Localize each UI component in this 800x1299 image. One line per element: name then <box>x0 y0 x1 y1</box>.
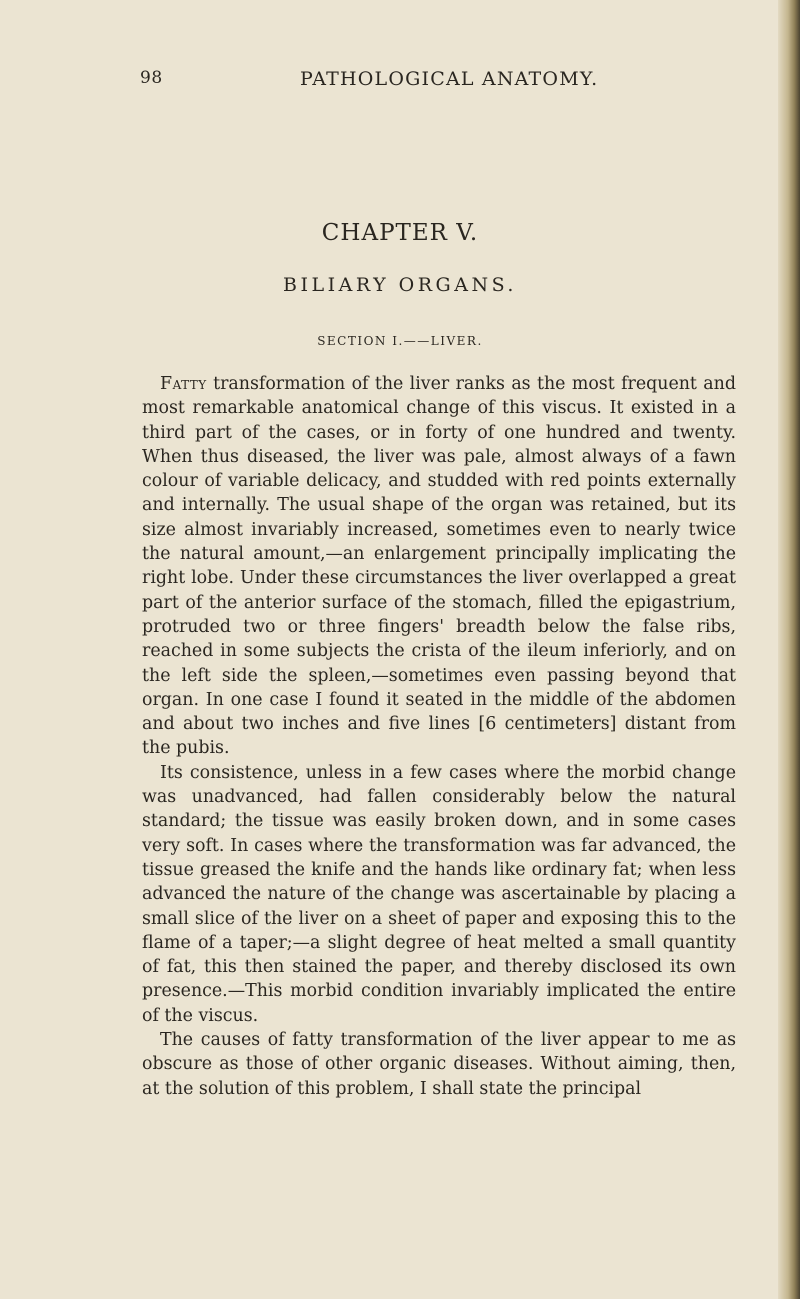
running-head: PATHOLOGICAL ANATOMY. <box>300 68 599 90</box>
paragraph-text: Its consistence, unless in a few cases where the morbid change was unadvanced, had fallen considerably below the natural standard; the tissue was easily broken down, and in some cases very soft. In cases where the transformation was far advanced, the tissue greased the knife and the hands like ordinary fat; when less advanced the nature of the change was ascertainable by placing a small slice of the liver on a sheet of paper and exposing this to the flame of a taper;—a slight degree of heat melted a small quantity of fat, this then stained the paper, and thereby disclosed its own presence.—This morbid condition invariably implicated the entire of the viscus. <box>142 762 736 1026</box>
paragraph-lead-word: Fatty <box>160 374 207 394</box>
page-number: 98 <box>140 68 163 88</box>
page-edge <box>778 0 800 1299</box>
chapter-subtitle: BILIARY ORGANS. <box>283 274 517 296</box>
paragraph-3 <box>142 1028 736 1101</box>
chapter-title: CHAPTER V. <box>321 220 479 246</box>
paragraph-1 <box>142 372 736 761</box>
page-header <box>0 68 800 98</box>
paragraph-2 <box>142 761 736 1028</box>
paragraph-text: transformation of the liver ranks as the most frequent and most remarkable anatomical change of this viscus. It existed in a third part of the cases, or in forty of one hundred and twenty. When thus diseased, the liver was pale, almost always of a fawn colour of variable delicacy, and studded with red points externally and internally. The usual shape of the organ was retained, but its size almost invariably increased, sometimes even to nearly twice the natural amount,—an enlargement principally implicating the right lobe. Under these circumstances the liver overlapped a great part of the anterior surface of the stomach, filled the epigastrium, protruded two or three fingers' breadth below the false ribs, reached in some subjects the crista of the ileum inferiorly, and on the left side the spleen,—sometimes even passing beyond that organ. In one case I found it seated in the middle of the abdomen and about two inches and five lines [6 centimeters] distant from the pubis. <box>142 374 736 759</box>
body-text <box>142 372 736 1101</box>
section-title: SECTION I.——LIVER. <box>317 334 483 348</box>
paragraph-text: The causes of fatty transformation of the liver appear to me as obscure as those of other organic diseases. Without aiming, then, at the solution of this problem, I shall state the principal <box>142 1030 736 1099</box>
